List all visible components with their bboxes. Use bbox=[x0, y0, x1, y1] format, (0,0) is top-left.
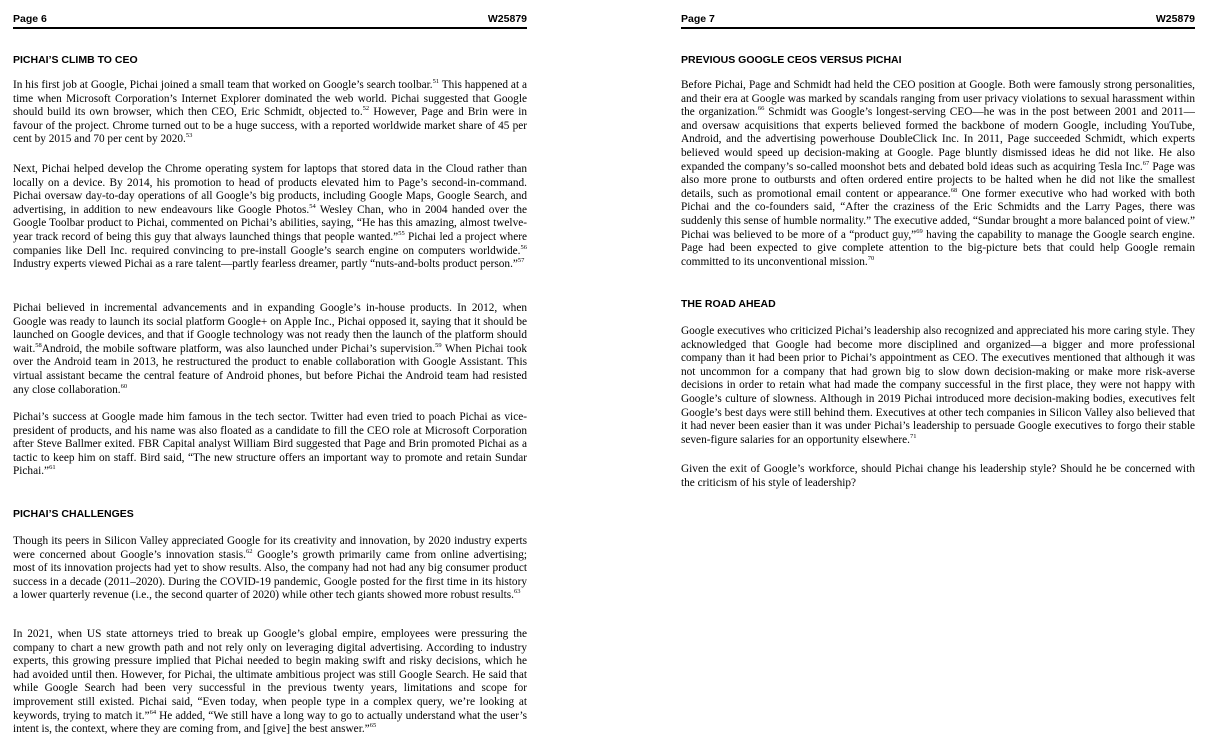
text-run: Page was also more prone to outbursts and often ordered entire projects to be halted when he did not like the smallest details, such as promotional email content or appearance. bbox=[681, 160, 1195, 200]
paragraph bbox=[13, 628, 527, 737]
left-page bbox=[13, 0, 527, 745]
footnote-ref: 64 bbox=[149, 708, 157, 716]
section-heading: PREVIOUS GOOGLE CEOS VERSUS PICHAI bbox=[681, 54, 902, 66]
text-run: Wesley Chan, who in 2004 handed over the Google Toolbar product to Pichai, commented on Pichai’s abilities, saying, “He has this amazing, almost twelve-year track record of being this guy that always launched things that people wanted.” bbox=[13, 203, 527, 243]
paragraph bbox=[13, 535, 527, 603]
page-number: Page 6 bbox=[13, 13, 47, 25]
footnote-ref: 61 bbox=[49, 464, 56, 472]
footnote-ref: 63 bbox=[513, 588, 521, 596]
paragraph bbox=[13, 163, 527, 272]
page-header bbox=[13, 13, 527, 29]
footnote-ref: 57 bbox=[517, 257, 525, 265]
text-run: However, Page and Brin were in favour of the project. Chrome turned out to be a huge success, with a reported worldwide market share of 45 per cent by 2015 and 70 per cent by 2020. bbox=[13, 106, 527, 146]
text-run: Android, the mobile software platform, was also launched under Pichai’s supervision. bbox=[41, 342, 436, 355]
text-run: One former executive who had worked with both Pichai and the co-founders said, “After the craziness of the Eric Schmidts and the Larry Pages, there was suddenly this sense of humble normality.” The executive added, “Sundar brought a more balanced point of view.” Pichai was believed to be more of a “product guy,” bbox=[681, 187, 1195, 241]
section-heading: PICHAI’S CHALLENGES bbox=[13, 508, 134, 520]
page-header bbox=[681, 13, 1195, 29]
text-run: He added, “We still have a long way to go to actually understand what the user’s intent is, the context, where they are coming from, and [give] the best answer.” bbox=[13, 709, 527, 736]
text-run: In 2021, when US state attorneys tried to break up Google’s global empire, employees were pressuring the company to chart a new growth path and not rely only on leveraging digital advertising. According to industry experts, this growing pressure implied that Pichai needed to begin making swift and risky decisions, which he had avoided until then. However, for Pichai, the ultimate ambitious project was still Google Search. He said that while Google Search had been very successful in the previous twenty years, limitations and scope for improvement still existed. Pichai said, “Even today, when people type in a complex query, we’re looking at keywords, trying to match it.” bbox=[13, 628, 527, 722]
paragraph bbox=[681, 463, 1195, 490]
paragraph bbox=[681, 79, 1195, 269]
footnote-ref: 71 bbox=[910, 432, 917, 440]
footnote-ref: 66 bbox=[757, 105, 765, 113]
text-run: Next, Pichai helped develop the Chrome operating system for laptops that stored data in the Cloud rather than locally on a device. By 2014, his promotion to head of products elevated him to Page’s second-in-command. Pichai oversaw day-to-day operations of all Google’s big products, including Google Maps, Google Search, and advertising, in addition to new endeavours like Google Photos. bbox=[13, 163, 527, 216]
footnote-ref: 56 bbox=[520, 243, 527, 251]
page-number: Page 7 bbox=[681, 13, 715, 25]
footnote-ref: 52 bbox=[362, 105, 370, 113]
text-run: having the capability to manage the Google search engine. Page had been expected to give complete attention to the big-picture bets that could help Google remain committed to its unconventional mission. bbox=[681, 228, 1195, 268]
footnote-ref: 55 bbox=[398, 230, 405, 238]
document-code: W25879 bbox=[1155, 13, 1195, 25]
text-run: Industry experts viewed Pichai as a rare talent—partly fearless dreamer, partly “nuts-and-bolts product person.” bbox=[13, 258, 518, 271]
footnote-ref: 70 bbox=[867, 254, 875, 262]
footnote-ref: 51 bbox=[432, 78, 440, 86]
footnote-ref: 65 bbox=[369, 722, 377, 730]
paragraph bbox=[13, 411, 527, 479]
footnote-ref: 68 bbox=[950, 186, 958, 194]
section-heading: PICHAI’S CLIMB TO CEO bbox=[13, 54, 138, 66]
text-run: Pichai led a project where companies like Dell Inc. required convincing to pre-install Google’s search engine on computers worldwide. bbox=[13, 230, 527, 257]
text-run: Pichai’s success at Google made him famous in the tech sector. Twitter had even tried to poach Pichai as vice-president of products, and his name was also floated as a candidate to fill the CEO role at Microsoft Corporation after Steve Ballmer exited. FBR Capital analyst William Bird suggested that Page and Brin promoted Pichai as a tactic to keep him on staff. Bird said, “The new structure offers an important way to promote and retain Sundar Pichai.” bbox=[13, 411, 527, 478]
footnote-ref: 67 bbox=[1142, 159, 1150, 167]
text-run: Google’s growth primarily came from online advertising; most of its innovation projects had yet to show results. Also, the company had not had any big consumer product success in a decade (2011–2020). During the COVID-19 pandemic, Google posted for the first time in its history a lower quarterly revenue (i.e., the second quarter of 2020) while other tech giants showed more robust results. bbox=[13, 548, 527, 602]
right-page bbox=[681, 0, 1195, 745]
document-code: W25879 bbox=[487, 13, 527, 25]
footnote-ref: 53 bbox=[185, 132, 193, 140]
text-run: Given the exit of Google’s workforce, should Pichai change his leadership style? Should he be concerned with the criticism of his style of leadership? bbox=[681, 463, 1195, 489]
text-run: Before Pichai, Page and Schmidt had held the CEO position at Google. Both were famously strong personalities, and their era at Google was marked by scandals ranging from user privacy violations to sexual harassment within the organization. bbox=[681, 79, 1195, 119]
paragraph bbox=[13, 79, 527, 147]
footnote-ref: 62 bbox=[245, 547, 253, 555]
footnote-ref: 58 bbox=[35, 342, 42, 350]
footnote-ref: 54 bbox=[309, 203, 316, 211]
text-run: When Pichai took over the Android team in 2013, he restructured the product to enable collaboration with Google Assistant. This virtual assistant became the central feature of Android phones, but before Pichai the Android team had resisted any close collaboration. bbox=[13, 342, 527, 396]
footnote-ref: 60 bbox=[120, 382, 128, 390]
text-run: Schmidt was Google’s longest-serving CEO—he was in the post between 2001 and 2011—and oversaw acquisitions that experts believed formed the backbone of modern Google, including YouTube, Android, and the advertising powerhouse DoubleClick Inc. In 2011, Page succeeded Schmidt, which experts believed would speed up decision-making at Google. Page bluntly dismissed ideas he did not like. He also expanded the company’s so-called moonshot bets and debated bold ideas such as acquiring Tesla Inc. bbox=[681, 106, 1195, 173]
text-run: This happened at a time when Microsoft Corporation’s Internet Explorer dominated the web world. Pichai suggested that Google should build its own browser, which then CEO, Eric Schmidt, objected to. bbox=[13, 79, 527, 119]
text-run: Pichai believed in incremental advancements and in expanding Google’s in-house products. In 2012, when Google was ready to launch its social platform Google+ on Apple Inc., Pichai opposed it, saying that it should be launched on Google devices, and that if Google technology was not ready then the launch of the platform should wait. bbox=[13, 302, 527, 355]
text-run: Though its peers in Silicon Valley appreciated Google for its creativity and innovation, by 2020 industry experts were concerned about Google’s innovation stasis. bbox=[13, 535, 527, 561]
text-run: Google executives who criticized Pichai’s leadership also recognized and appreciated his more caring style. They acknowledged that Google had become more disciplined and organized—a bigger and more professional company than it had been prior to Pichai’s appointment as CEO. The executives mentioned that although it was not uncommon for a company that had grown big to slow down decision-making or make more risk-averse decisions in order to retain what had made the company successful in the first place, they were not happy with Google’s culture of slowness. Although in 2019 Pichai introduced more decision-making bodies, executives felt Google’s best days were still behind them. Executives at other tech companies in Silicon Valley also believed that it had never been easier than it was under Pichai’s leadership to persuade Google executives to forgo their stable seven-figure salaries for an opportunity elsewhere. bbox=[681, 325, 1195, 446]
footnote-ref: 69 bbox=[916, 227, 923, 235]
footnote-ref: 59 bbox=[435, 342, 442, 350]
text-run: In his first job at Google, Pichai joined a small team that worked on Google’s search toolbar. bbox=[13, 79, 433, 91]
paragraph bbox=[13, 302, 527, 397]
paragraph bbox=[681, 325, 1195, 447]
section-heading: THE ROAD AHEAD bbox=[681, 298, 776, 310]
